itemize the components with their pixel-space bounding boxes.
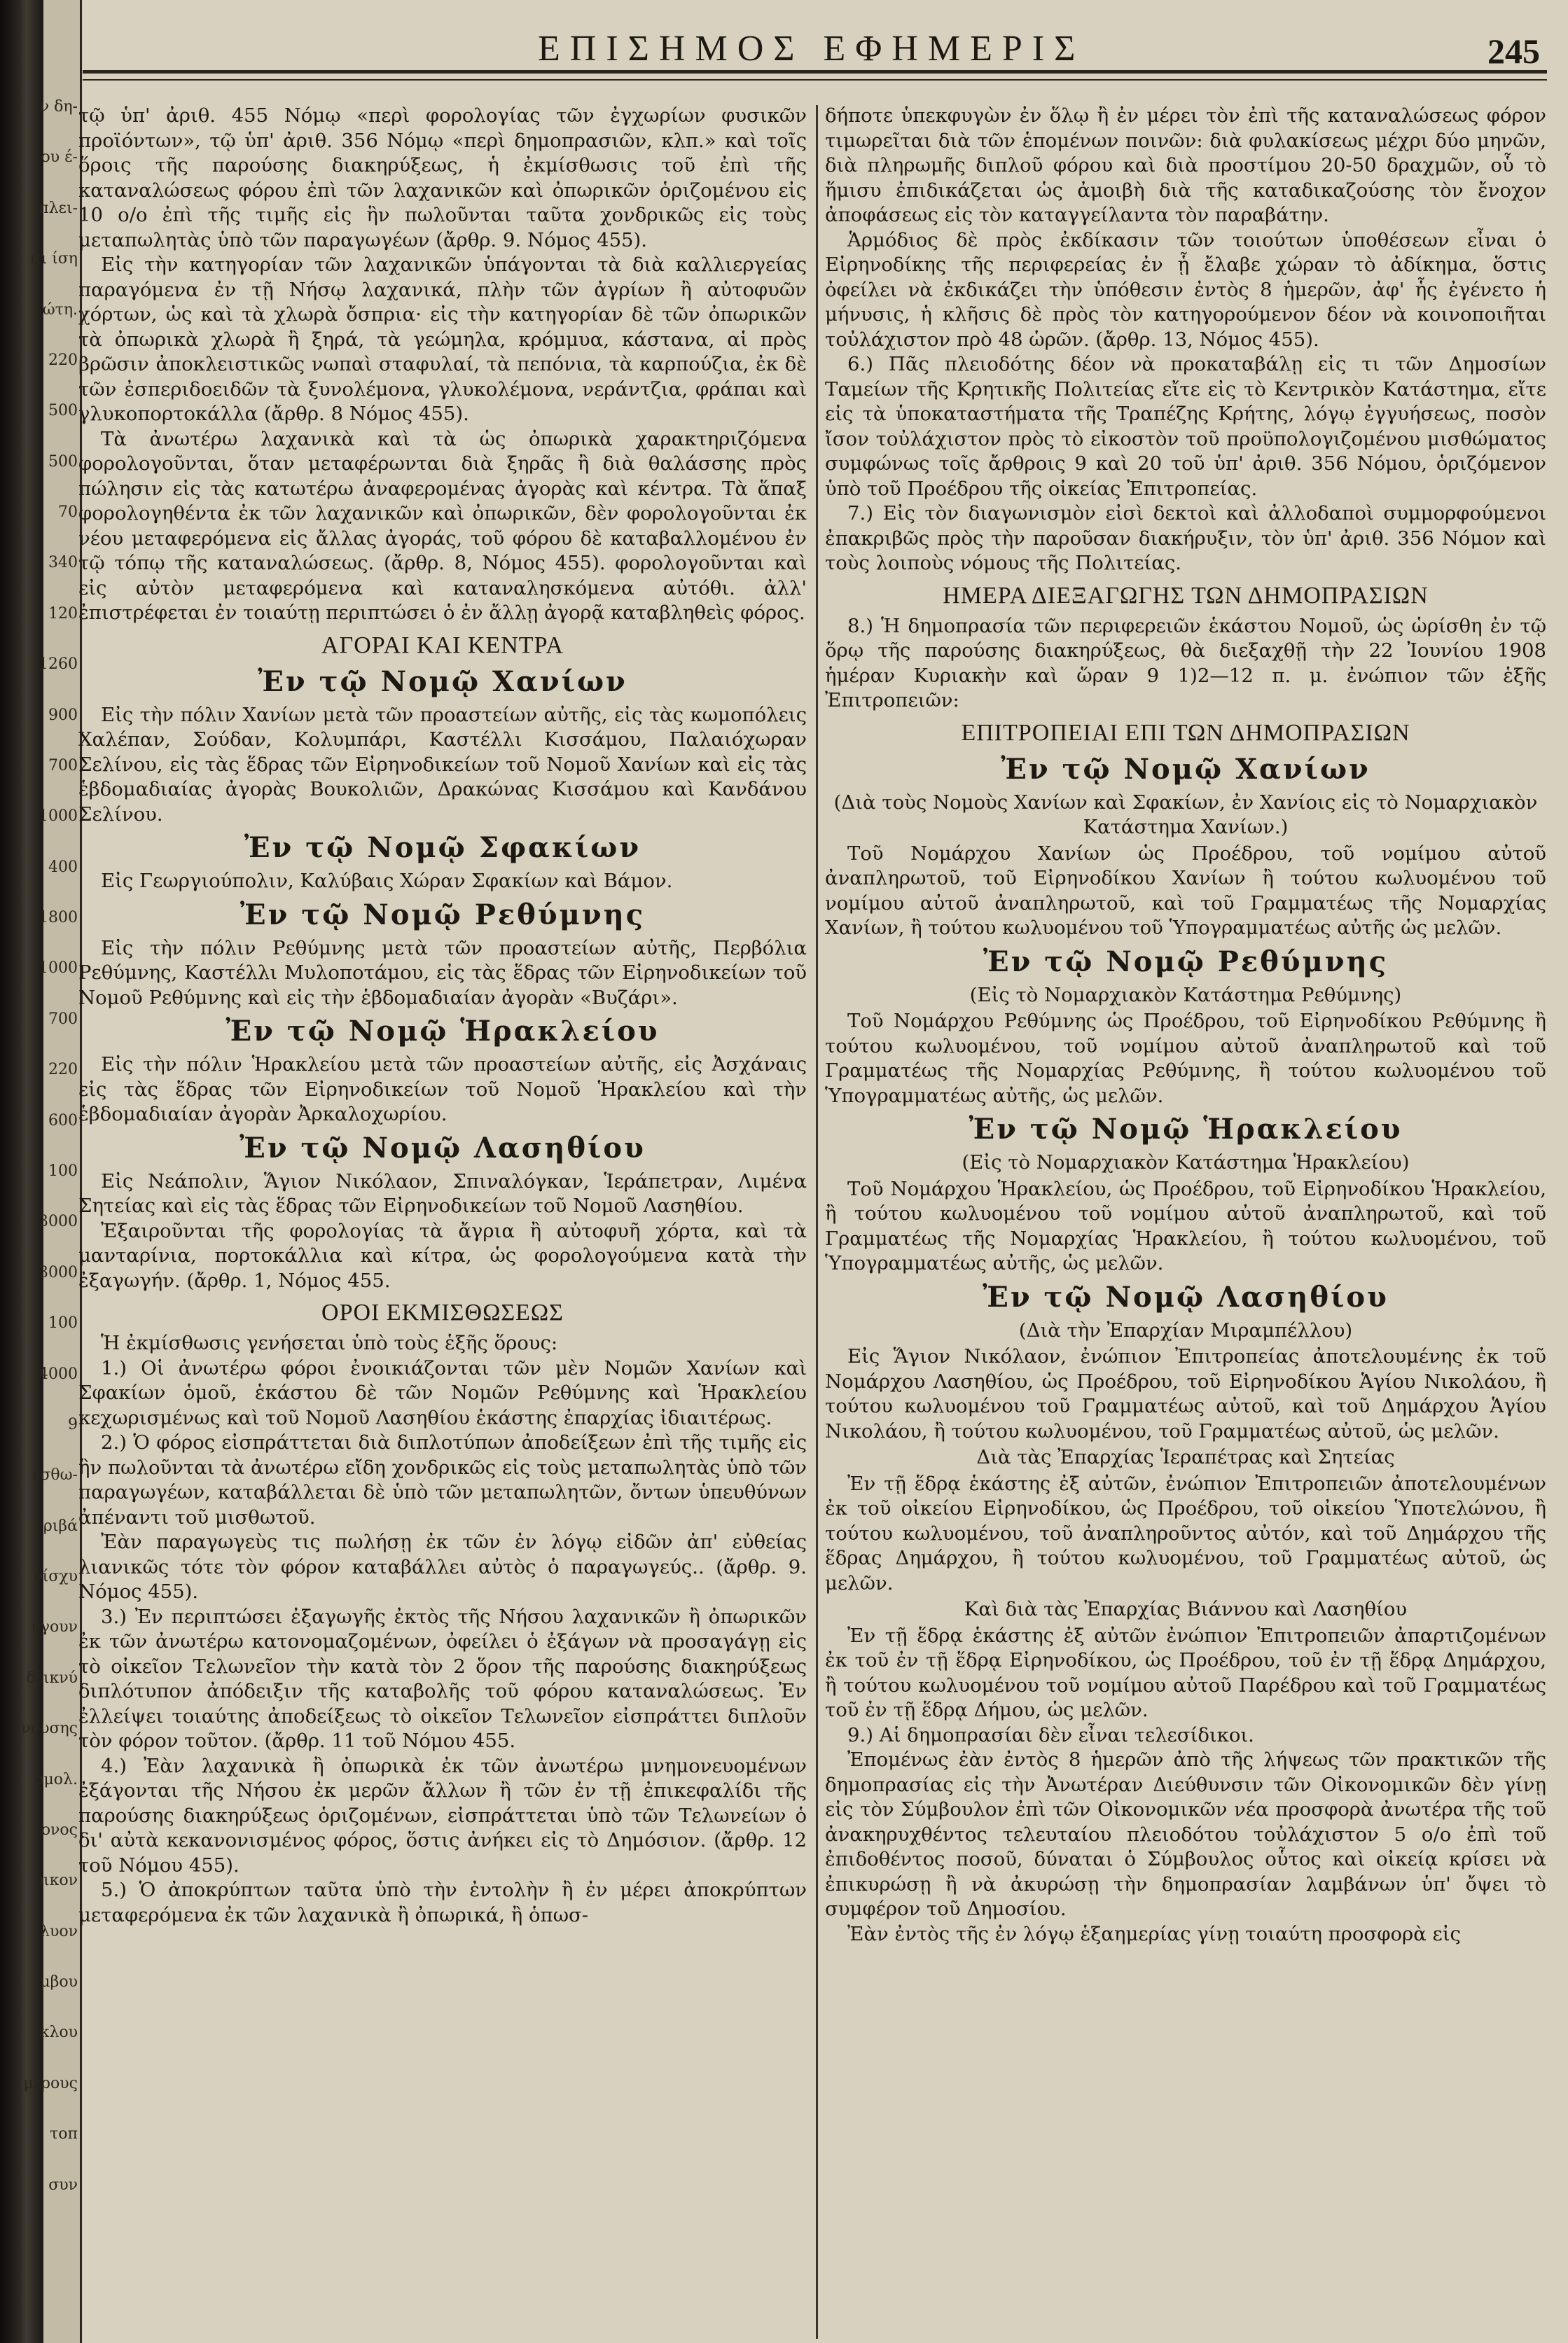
margin-fragment: μβου (40, 1973, 78, 1991)
prefecture-heading: Ἐν τῷ Νομῷ Λασηθίου (240, 1131, 646, 1164)
margin-fragment: κλου (39, 2024, 78, 2042)
margin-fragment: 220 (48, 1061, 78, 1079)
margin-fragment: ονος (41, 1821, 78, 1839)
subheading: Διὰ τὰς Ἐπαρχίας Ἱεραπέτρας καὶ Σητείας (976, 1446, 1395, 1468)
left-column (78, 104, 807, 2341)
margin-fragment: 600 (48, 1111, 78, 1129)
paragraph: Εἰς Γεωργιούπολιν, Καλύβαις Χώραν Σφακίων καὶ Βάμον. (101, 870, 673, 892)
margin-fragment: 400 (48, 858, 78, 876)
margin-fragment: 1260 (39, 655, 78, 674)
margin-fragment: ν δη- (39, 98, 78, 116)
margin-fragment: 1800 (39, 909, 78, 927)
paragraph: Ἐν τῇ ἕδρᾳ ἑκάστης ἐξ αὐτῶν ἐνώπιον Ἐπιτροπειῶν ἀπαρτιζομένων ἐκ τοῦ ἐν τῇ ἕδρᾳ Εἰρηνοδίκου, ὡς Προέδρου, τοῦ ἐν τῇ ἕδρᾳ Δημάρχου, ἢ τούτου κωλυομένου τοῦ νομίμου αὐτοῦ Παρέδρου καὶ τοῦ Γραμματέως τοῦ ἐν τῇ ἕδρᾳ Δήμου, ὡς μελῶν. (825, 1624, 1546, 1721)
paragraph: δήποτε ὑπεκφυγὼν ἐν ὅλῳ ἢ ἐν μέρει τὸν ἐπὶ τῆς καταναλώσεως φόρον τιμωρεῖται διὰ τῶν ἑπομένων ποινῶν: διὰ φυλακίσεως μέχρι δύο μηνῶν, διὰ πληρωμῆς διπλοῦ φόρου καὶ διὰ προστίμου 20-50 δραχμῶν, οὗ τὸ ἥμισυ ἐπιδικάζεται ὡς ἀμοιβὴ διὰ τῆς καταδικαζούσης τὸν ἔνοχον ἀποφάσεως εἰς τὸν καταγγείλαντα τὸν παραβάτην. (825, 104, 1546, 226)
subheading: (Διὰ τὴν Ἐπαρχίαν Μιραμπέλλου) (1018, 1319, 1353, 1342)
prefecture-heading: Ἐν τῷ Νομῷ Λασηθίου (983, 1280, 1389, 1314)
paragraph: Ἐὰν ἐντὸς τῆς ἐν λόγῳ ἑξαημερίας γίνῃ τοιαύτη προσφορὰ εἰς (847, 1922, 1461, 1945)
margin-fragment: 1000 (39, 959, 78, 978)
prefecture-heading: Ἐν τῷ Νομῷ Χανίων (258, 665, 627, 698)
paragraph: 3.) Ἐν περιπτώσει ἐξαγωγῆς ἐκτὸς τῆς Νήσου λαχανικῶν ἢ ὀπωρικῶν ἐκ τῶν ἀνωτέρω κατονομαζομένων, ὀφείλει ὁ ἐξάγων νὰ προσαγάγῃ εἰς τὸ οἰκεῖον Τελωνεῖον τὴν κατὰ τὸν 2 ὅρον τῆς παρούσης διακηρύξεως διπλότυπον ἀπόδειξιν τῆς καταβολῆς τοῦ φόρου καταναλώσεως. Ἐν ἐλλείψει τοιαύτης ἀποδείξεως τὸ οἰκεῖον Τελωνεῖον εἰσπράττει διπλοῦν τὸν φόρον τοῦτον. (ἄρθρ. 11 τοῦ Νόμου 455. (78, 1605, 807, 1752)
header-rule (83, 70, 1547, 81)
adjacent-page-fragment (21, 0, 82, 2343)
paragraph: Τοῦ Νομάρχου Ἡρακλείου, ὡς Προέδρου, τοῦ Εἰρηνοδίκου Ἡρακλείου, ἢ τούτου κωλυομένου τοῦ νομίμου αὐτοῦ ἀναπληρωτοῦ, καὶ τοῦ Γραμματέως τῆς Νομαρχίας Ἡρακλείου, ἢ τούτου κωλυομένου, τοῦ Ὑπογραμματέως αὐτῆς, ὡς μελῶν. (825, 1177, 1546, 1274)
section-heading: ΕΠΙΤΡΟΠΕΙΑΙ ΕΠΙ ΤΩΝ ΔΗΜΟΠΡΑΣΙΩΝ (961, 719, 1410, 746)
margin-fragment: οικον (34, 1872, 78, 1890)
margin-fragment: 700 (48, 1010, 78, 1028)
margin-fragment: 4000 (39, 1365, 78, 1383)
paragraph: Ἐὰν παραγωγεὺς τις πωλήσῃ ἐκ τῶν ἐν λόγῳ εἰδῶν ἀπ' εὐθείας λιανικῶς τότε τὸν φόρον καταβάλλει αὐτὸς ὁ παραγωγεύς.. (ἄρθρ. 9. Νόμος 455). (78, 1531, 807, 1603)
margin-fragment: μέρους (23, 2074, 78, 2092)
prefecture-heading: Ἐν τῷ Νομῷ Ἡρακλείου (226, 1015, 660, 1048)
paragraph: 7.) Εἰς τὸν διαγωνισμὸν εἰσὶ δεκτοὶ καὶ ἀλλοδαποὶ συμμορφούμενοι ἐπακριβῶς πρὸς τὴν παροῦσαν διακήρυξιν, τὸν ὑπ' ἀριθ. 356 Νόμον καὶ τοὺς λοιποὺς νόμους τῆς Πολιτείας. (825, 502, 1546, 574)
paragraph: 6.) Πᾶς πλειοδότης δέον νὰ προκαταβάλῃ εἰς τι τῶν Δημοσίων Ταμείων τῆς Κρητικῆς Πολιτείας εἴτε εἰς τὸ Κεντρικὸν Κατάστημα, εἴτε εἰς τὰ ὑποκαταστήματα τῆς Τραπέζης Κρήτης, λόγῳ ἐγγυήσεως, ποσὸν ἴσον τοὐλάχιστον πρὸς τὸ εἰκοστὸν τοῦ προϋπολογιζομένου μισθώματος συμφώνως τοῖς ἄρθροις 9 καὶ 20 τοῦ ὑπ' ἀριθ. 356 Νόμου, ὁριζόμενον ὑπὸ τοῦ Προέδρου τῆς οἰκείας Ἐπιτροπείας. (825, 353, 1546, 500)
paragraph: 9.) Αἱ δημοπρασίαι δὲν εἶναι τελεσίδικοι. (847, 1723, 1254, 1746)
margin-fragment: 120 (48, 604, 78, 623)
book-spine (0, 0, 43, 2343)
margin-fragment: ώτη. (42, 300, 78, 319)
margin-fragment: 3000 (39, 1263, 78, 1281)
paragraph: Εἰς τὴν πόλιν Ἡρακλείου μετὰ τῶν προαστείων αὐτῆς, εἰς Ἀσχάναις εἰς τὰς ἕδρας τῶν Εἰρηνοδικείων τοῦ Νομοῦ Ἡρακλείου καὶ τὴν ἑβδομαδιαίαν ἀγορὰν Ἀρκαλοχωρίου. (78, 1053, 807, 1125)
paragraph: Ἡ ἐκμίσθωσις γενήσεται ὑπὸ τοὺς ἑξῆς ὅρους: (101, 1332, 558, 1354)
paragraph: Τοῦ Νομάρχου Ρεθύμνης ὡς Προέδρου, τοῦ Εἰρηνοδίκου Ρεθύμνης ἢ τούτου κωλυομένου, τοῦ νομίμου αὐτοῦ ἀναπληρωτοῦ καὶ τοῦ Γραμματέως τῆς Νομαρχίας Ρεθύμνης, ἢ τούτου κωλυομένου τοῦ Ὑπογραμματέως αὐτῆς, ὡς μελῶν. (825, 1010, 1546, 1107)
page-number: 245 (1487, 32, 1540, 71)
margin-fragment: 220 (48, 351, 78, 369)
margin-fragment: νουσης (21, 1720, 78, 1738)
prefecture-heading: Ἐν τῷ Νομῷ Ρεθύμνης (983, 945, 1389, 978)
paragraph: Εἰς Ἅγιον Νικόλαον, ἐνώπιον Ἐπιτροπείας ἀποτελουμένης ἐκ τοῦ Νομάρχου Λασηθίου, ὡς Προέδρου, τοῦ Εἰρηνοδίκου Ἁγίου Νικολάου, ἢ τούτου κωλυομένου τοῦ Γραμματέως αὐτοῦ, καὶ τοῦ Δημάρχου Ἁγίου Νικολάου, ἢ τούτου κωλυομένου, τοῦ Γραμματέως αὐτοῦ, ὡς μελῶν. (825, 1345, 1546, 1442)
column-divider (816, 105, 818, 2339)
paragraph: Εἰς τὴν πόλιν Χανίων μετὰ τῶν προαστείων αὐτῆς, εἰς τὰς κωμοπόλεις Χαλέπαν, Σούδαν, Κολυμπάρι, Καστέλλι Κισσάμου, Παλαιόχωραν Σελίνου, εἰς τὰς ἕδρας τῶν Εἰρηνοδικείων τοῦ Νομοῦ Χανίων καὶ εἰς τὰς ἑβδομαδιαίας ἀγορὰς Βουκολιῶν, Δρακώνας Κισσάμου καὶ Κανδάνου Σελίνου. (78, 703, 807, 826)
paragraph: Τοῦ Νομάρχου Χανίων ὡς Προέδρου, τοῦ νομίμου αὐτοῦ ἀναπληρωτοῦ, τοῦ Εἰρηνοδίκου Χανίων ἢ τούτου κωλυομένου τοῦ νομίμου αὐτοῦ ἀναπληρωτοῦ, καὶ τοῦ Γραμματέως τῆς Νομαρχίας Χανίων, ἢ τούτου κωλυομένου τοῦ Ὑπογραμματέως αὐτῆς ὡς μελῶν. (825, 842, 1546, 939)
right-column (825, 104, 1546, 2341)
margin-fragment: αι ίση (30, 250, 78, 268)
margin-fragment: 500 (48, 452, 78, 471)
margin-fragment: νγουν (31, 1618, 78, 1636)
section-heading: ΑΓΟΡΑΙ ΚΑΙ ΚΕΝΤΡΑ (321, 632, 564, 658)
margin-fragment: ριβά (43, 1517, 78, 1535)
margin-fragment: 100 (48, 1162, 78, 1180)
section-heading: ΟΡΟΙ ΕΚΜΙΣΘΩΣΕΩΣ (321, 1300, 564, 1326)
margin-fragment: 340 (48, 554, 78, 572)
margin-fragment: 500 (48, 402, 78, 420)
page-header (83, 28, 1568, 69)
margin-fragment: 1000 (39, 807, 78, 826)
margin-fragment: 100 (48, 1314, 78, 1333)
subheading: (Εἰς τὸ Νομαρχιακὸν Κατάστημα Ρεθύμνης) (969, 983, 1402, 1006)
margin-fragment: 9 (68, 1415, 78, 1433)
prefecture-heading: Ἐν τῷ Νομῷ Σφακίων (244, 831, 641, 864)
paragraph: 2.) Ὁ φόρος εἰσπράττεται διὰ διπλοτύπων ἀποδείξεων ἐπὶ τῆς τιμῆς εἰς ἣν πωλοῦνται τὰ ἀνωτέρω εἴδη χονδρικῶς εἰς τοὺς μεταπωλητὰς ὑπὸ τῶν παραγωγέων, καταβάλλεται δὲ ὑπὸ τῶν μεταπωλητῶν, ὄντων ὑπευθύνων ἀπέναντι τοῦ μισθωτοῦ. (78, 1431, 807, 1529)
margin-fragment: 900 (48, 706, 78, 724)
paragraph: 8.) Ἡ δημοπρασία τῶν περιφερειῶν ἑκάστου Νομοῦ, ὡς ὡρίσθη ἐν τῷ ὅρῳ τῆς παρούσης διακηρύξεως, θὰ διεξαχθῇ τὴν 22 Ἰουνίου 1908 ἡμέραν Κυριακὴν καὶ ὥραν 9 1)2—12 π. μ. ἐνώπιον τῶν ἑξῆς Ἐπιτροπειῶν: (825, 614, 1546, 711)
margin-fragment: 700 (48, 756, 78, 774)
margin-fragment: ομολ. (34, 1770, 78, 1788)
margin-fragment: δεικνύ (26, 1669, 78, 1687)
subheading: Καὶ διὰ τὰς Ἐπαρχίας Βιάννου καὶ Λασηθίου (964, 1598, 1408, 1620)
margin-fragment: νίσχυ (33, 1568, 78, 1586)
paragraph: Ἁρμόδιος δὲ πρὸς ἐκδίκασιν τῶν τοιούτων ὑποθέσεων εἶναι ὁ Εἰρηνοδίκης τῆς περιφερείας ἐν ᾗ ἔλαβε χώραν τὸ ἀδίκημα, ὅστις ὀφείλει νὰ ἐκδικάζει τὴν ὑπόθεσιν ἐντὸς 8 ἡμερῶν, ἀφ' ἧς ἐγένετο ἡ μήνυσις, ἡ κλῆσις δὲ πρὸς τὸν κατηγορούμενον δέον νὰ κοινοποιῆται τοὐλάχιστον πρὸ 48 ὡρῶν. (ἄρθρ. 13, Νόμος 455). (825, 228, 1546, 351)
paragraph: 5.) Ὁ ἀποκρύπτων ταῦτα ὑπὸ τὴν ἐντολὴν ἢ ἐν μέρει ἀποκρύπτων μεταφερόμενα ἐκ τῶν λαχανικὰ ἢ ὀπωρικά, ἢ ὁπωσ- (78, 1879, 807, 1926)
paragraph: 1.) Οἱ ἀνωτέρω φόροι ἐνοικιάζονται τῶν μὲν Νομῶν Χανίων καὶ Σφακίων ὁμοῦ, ἑκάστου δὲ τῶν Νομῶν Ρεθύμνης καὶ Ἡρακλείου κεχωρισμένως καὶ τοῦ Νομοῦ Λασηθίου ἑκάστης ἐπαρχίας ἰδιαιτέρως. (78, 1356, 807, 1429)
prefecture-heading: Ἐν τῷ Νομῷ Χανίων (1001, 752, 1371, 786)
margin-fragment: ου έ- (41, 148, 78, 167)
subheading: (Εἰς τὸ Νομαρχιακὸν Κατάστημα Ἡρακλείου) (962, 1151, 1410, 1174)
margin-fragment: 70 (58, 503, 78, 522)
paragraph: Εἰς τὴν πόλιν Ρεθύμνης μετὰ τῶν προαστείων αὐτῆς, Περβόλια Ρεθύμνης, Καστέλλι Μυλοποτάμου, εἰς τὰς ἕδρας τῶν Εἰρηνοδικείων τοῦ Νομοῦ Ρεθύμνης καὶ εἰς τὴν ἑβδομαδιαίαν ἀγορὰν «Βυζάρι». (78, 936, 807, 1009)
margin-fragment: 3000 (39, 1213, 78, 1231)
paragraph: τῷ ὑπ' ἀριθ. 455 Νόμῳ «περὶ φορολογίας τῶν ἐγχωρίων φυσικῶν προϊόντων», τῷ ὑπ' ἀριθ. 356 Νόμῳ «περὶ δημοπρασιῶν, κλπ.» καὶ τοῖς ὅροις τῆς παρούσης διακηρύξεως, ἡ ἐκμίσθωσις τοῦ ἐπὶ τῆς καταναλώσεως φόρου ἐπὶ τῶν λαχανικῶν καὶ ὀπωρικῶν ὁριζομένου εἰς 10 ο/ο ἐπὶ τῆς τιμῆς εἰς ἣν πωλοῦνται ταῦτα χονδρικῶς εἰς τοὺς μεταπωλητὰς ὑπὸ τῶν παραγωγέων (ἄρθρ. 9. Νόμος 455). (78, 104, 807, 251)
margin-fragment: τοπ (50, 2125, 78, 2143)
margin-fragment: πλει- (39, 199, 78, 217)
section-heading: ΗΜΕΡΑ ΔΙΕΞΑΓΩΓΗΣ ΤΩΝ ΔΗΜΟΠΡΑΣΙΩΝ (943, 582, 1429, 609)
margin-fragment: συν (48, 2176, 78, 2194)
paragraph: Ἐπομένως ἐὰν ἐντὸς 8 ἡμερῶν ἀπὸ τῆς λήψεως τῶν πρακτικῶν τῆς δημοπρασίας εἰς τὴν Ἀνωτέραν Διεύθυνσιν τῶν Οἰκονομικῶν δὲν γίνῃ εἰς τὸν Σύμβουλον ἐπὶ τῶν Οἰκονομικῶν νέα προσφορὰ ἀνωτέρα τῆς τοῦ ἀνακηρυχθέντος τελευταίου πλειοδότου τοὐλάχιστον 5 ο/ο ἐπὶ τοῦ ἐπιδοθέντος ποσοῦ, δύναται ὁ Σύμβουλος οὗτος καὶ οἰκείᾳ κρίσει νὰ ἐπικυρώσῃ ἢ νὰ ἀκυρώσῃ τὴν δημοπρασίαν λαμβάνων ὑπ' ὄψει τὸ συμφέρον τοῦ Δημοσίου. (825, 1748, 1546, 1920)
paragraph: Εἰς Νεάπολιν, Ἅγιον Νικόλαον, Σπιναλόγκαν, Ἱεράπετραν, Λιμένα Σητείας καὶ εἰς τὰς ἕδρας τῶν Εἰρηνοδικείων τοῦ Νομοῦ Λασηθίου. (78, 1169, 807, 1217)
prefecture-heading: Ἐν τῷ Νομῷ Ἡρακλείου (969, 1113, 1403, 1146)
subheading: (Διὰ τοὺς Νομοὺς Χανίων καὶ Σφακίων, ἐν Χανίοις εἰς τὸ Νομαρχιακὸν Κατάστημα Χανίων.) (833, 791, 1538, 838)
paragraph: Εἰς τὴν κατηγορίαν τῶν λαχανικῶν ὑπάγονται τὰ διὰ καλλιεργείας παραγόμενα ἐν τῇ Νήσῳ λαχανικά, πλὴν τῶν ἀγρίων ἢ αὐτοφυῶν χόρτων, ὡς καὶ τὰ χλωρὰ ὄσπρια· εἰς τὴν κατηγορίαν δὲ τῶν ὀπωρικῶν τὰ ὀπωρικὰ χλωρὰ ἢ ξηρά, τὰ γεώμηλα, κρόμμυα, κάστανα, αἱ πρὸς βρῶσιν ἀποκλειστικῶς νωπαὶ σταφυλαί, τὰ πεπόνια, τὰ καρπούζια, ἐκ δὲ τῶν ἐσπεριδοειδῶν τὰ ξυνολέμονα, γλυκολέμονα, νεράντζια, φράπαι καὶ γλυκοπορτοκάλλα (ἄρθρ. 8 Νόμος 455). (78, 253, 807, 425)
paragraph: Ἐν τῇ ἕδρᾳ ἑκάστης ἐξ αὐτῶν, ἐνώπιον Ἐπιτροπειῶν ἀποτελουμένων ἐκ τοῦ οἰκείου Εἰρηνοδίκου, ὡς Προέδρου, τοῦ οἰκείου Ὑποτελώνου, ἢ τούτου κωλυομένου, τοῦ ἀναπληροῦντος αὐτόν, καὶ τοῦ Δημάρχου τῆς ἕδρας Δημάρχου, ἢ τούτου κωλυομένου, τοῦ Γραμματέως αὐτοῦ, ὡς μελῶν. (825, 1472, 1546, 1594)
paragraph: 4.) Ἐὰν λαχανικὰ ἢ ὀπωρικὰ ἐκ τῶν ἀνωτέρω μνημονευομένων ἐξάγονται τῆς Νήσου ἐκ μερῶν ἄλλων ἢ τῶν ἐν τῇ ἐπικεφαλίδι τῆς παρούσης διακηρύξεως ὁριζομένων, εἰσπράττεται ὑπὸ τῶν Τελωνείων ὁ δι' αὐτὰ κεκανονισμένος φόρος, ὅστις ἀνήκει εἰς τὸ Δημόσιον. (ἄρθρ. 12 τοῦ Νόμου 455). (78, 1754, 807, 1877)
prefecture-heading: Ἐν τῷ Νομῷ Ρεθύμνης (240, 898, 646, 931)
paragraph: Τὰ ἀνωτέρω λαχανικὰ καὶ τὰ ὡς ὀπωρικὰ χαρακτηριζόμενα φορολογοῦνται, ὅταν μεταφέρωνται διὰ ξηρᾶς ἢ διὰ θαλάσσης πρὸς πώλησιν εἰς τὰς κατωτέρω ἀναφερομένας ἀγορὰς καὶ κέντρα. Τὰ ἅπαξ φορολογηθέντα ἐκ τῶν λαχανικῶν καὶ ὀπωρικῶν, δὲν φορολογοῦνται ἐκ νέου μεταφερόμενα εἰς ἄλλας ἀγοράς, τοῦ φόρου δὲ καταβαλλομένου ἐν τῷ τόπῳ τῆς καταναλώσεως. (ἄρθρ. 8, Νόμος 455). φορολογοῦνται καὶ εἰς αὐτὸν μεταφερόμενα καὶ καταναλησκόμενα αὐτόθι. ἀλλ' ἐπιστρέφεται ἐν τοιαύτῃ περιπτώσει ὁ ἐν ἄλλῃ ἀγορᾷ καταβληθεὶς φόρος. (78, 427, 807, 624)
paragraph: Ἐξαιροῦνται τῆς φορολογίας τὰ ἄγρια ἢ αὐτοφυῆ χόρτα, καὶ τὰ μανταρίνια, πορτοκάλλια καὶ κίτρα, ὡς φορολογούμενα κατὰ τὴν ἐξαγωγήν. (ἄρθρ. 1, Νόμος 455. (78, 1219, 807, 1292)
margin-fragment: εσθω- (32, 1466, 78, 1485)
gazette-title: ΕΠΙΣΗΜΟΣ ΕΦΗΜΕΡΙΣ (538, 29, 1085, 69)
margin-fragment: λυον (40, 1922, 78, 1940)
